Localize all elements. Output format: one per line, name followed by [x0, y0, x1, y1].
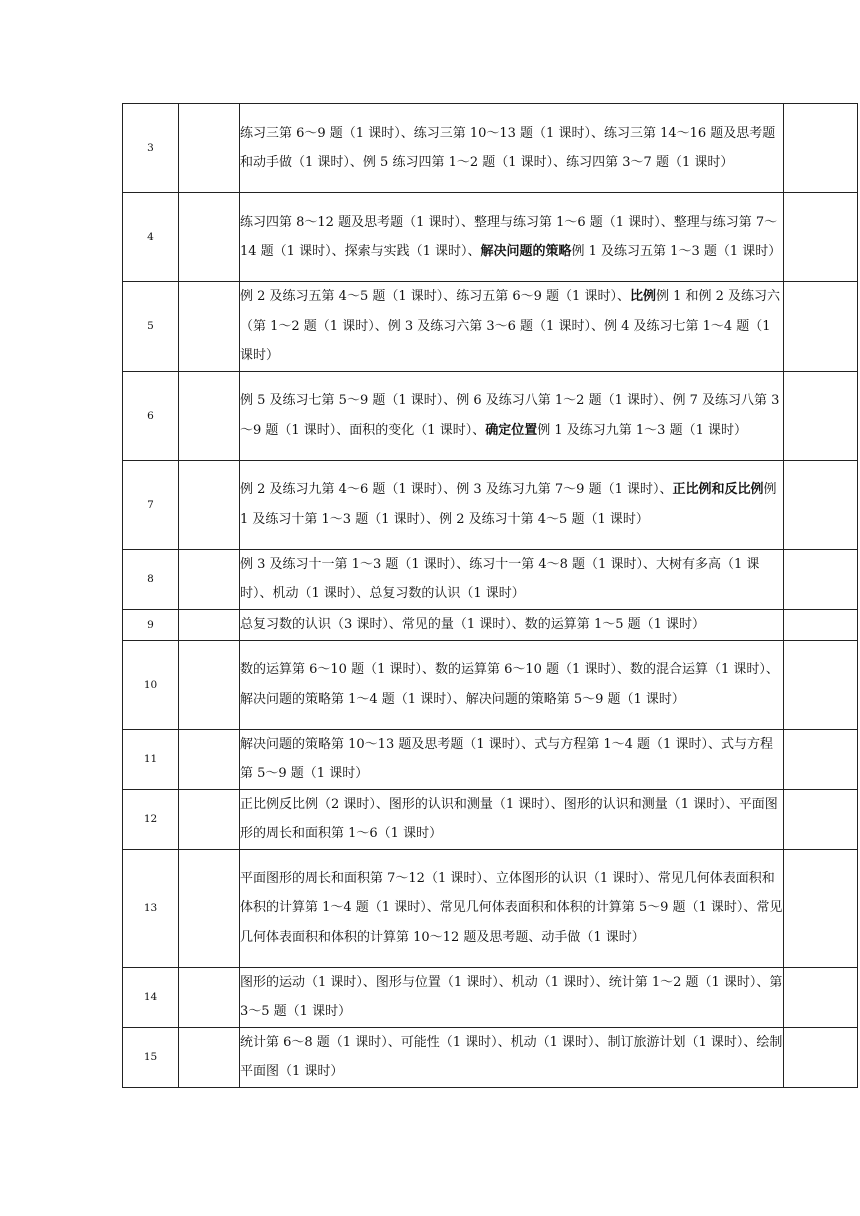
- unit-title: 确定位置: [485, 422, 538, 438]
- table-row: [123, 967, 858, 1027]
- remarks-cell: [784, 371, 858, 460]
- blank-cell: [179, 371, 240, 460]
- lesson-content: [240, 640, 784, 729]
- blank-cell: [179, 104, 240, 193]
- week-number: 12: [123, 789, 179, 849]
- lesson-text: 例 3 及练习十一第 1～3 题（1 课时）、练习十一第 4～8 题（1 课时）、大树有多高（1 课时）、机动（1 课时）、总复习数的认识（1 课时）: [240, 556, 760, 601]
- blank-cell: [179, 549, 240, 609]
- blank-cell: [179, 460, 240, 549]
- table-row: [123, 282, 858, 372]
- remarks-cell: [784, 104, 858, 193]
- week-number: 4: [123, 193, 179, 282]
- week-number: 10: [123, 640, 179, 729]
- lesson-content: [240, 849, 784, 967]
- teaching-schedule-table: [122, 103, 858, 1088]
- blank-cell: [179, 609, 240, 640]
- lesson-content: [240, 1027, 784, 1087]
- lesson-content: [240, 967, 787, 1027]
- lesson-text: 总复习数的认识（3 课时）、常见的量（1 课时）、数的运算第 1～5 题（1 课时）: [240, 616, 706, 632]
- lesson-text: 平面图形的周长和面积第 7～12（1 课时）、立体图形的认识（1 课时）、常见几何体表面积和体积的计算第 1～4 题（1 课时）、常见几何体表面积和体积的计算第 5～9 题（1 课时）、常见几何体表面积和体积的计算第 10～12 题及思考题、动手做（1 课时）: [240, 870, 783, 945]
- table-row: [123, 789, 858, 849]
- lesson-text: 例 1 和例 2 及练习六（第 1～2 题（1 课时）、例 3 及练习六第 3～6 题（1 课时）、例 4 及练习七第 1～4 题（1 课时）: [240, 289, 781, 363]
- lesson-text: 正比例反比例（2 课时）、图形的认识和测量（1 课时）、图形的认识和测量（1 课时）、平面图形的周长和面积第 1～6（1 课时）: [240, 796, 778, 841]
- blank-cell: [179, 282, 240, 372]
- table-row: [123, 640, 858, 729]
- lesson-content: [240, 549, 784, 609]
- remarks-cell: [784, 789, 858, 849]
- lesson-text: 练习三第 6～9 题（1 课时）、练习三第 10～13 题（1 课时）、练习三第 14～16 题及思考题和动手做（1 课时）、例 5 练习四第 1～2 题（1 课时）、练习四第 3～7 题（1 课时）: [240, 125, 776, 170]
- lesson-text: 练习四第 8～12 题及思考题（1 课时）、整理与练习第 1～6 题（1 课时）、整理与练习第 7～14 题（1 课时）、探索与实践（1 课时）、: [240, 214, 778, 259]
- lesson-text: 数的运算第 6～10 题（1 课时）、数的运算第 6～10 题（1 课时）、数的混合运算（1 课时）、解决问题的策略第 1～4 题（1 课时）、解决问题的策略第 5～9 题（1 课时）: [240, 662, 779, 707]
- lesson-content: [240, 104, 784, 193]
- lesson-text: 解决问题的策略第 10～13 题及思考题（1 课时）、式与方程第 1～4 题（1 课时）、式与方程第 5～9 题（1 课时）: [240, 736, 773, 781]
- schedule-body: [123, 104, 858, 1088]
- week-number: 3: [123, 104, 179, 193]
- lesson-text: 例 2 及练习九第 4～6 题（1 课时）、例 3 及练习九第 7～9 题（1 课时）、: [240, 482, 673, 497]
- unit-title: 解决问题的策略: [480, 244, 572, 259]
- blank-cell: [179, 1027, 240, 1087]
- lesson-content: [240, 729, 784, 789]
- unit-title: 比例: [629, 289, 656, 304]
- remarks-cell: [784, 193, 858, 282]
- remarks-cell: [784, 1027, 858, 1087]
- week-number: 7: [123, 460, 179, 549]
- unit-title: 正比例和反比例: [672, 482, 764, 497]
- week-number: 8: [123, 549, 179, 609]
- remarks-cell: [784, 729, 858, 789]
- remarks-cell: [784, 849, 858, 967]
- table-row: [123, 549, 858, 609]
- blank-cell: [179, 729, 240, 789]
- week-number: 5: [123, 282, 179, 372]
- lesson-text: 例 2 及练习五第 4～5 题（1 课时）、练习五第 6～9 题（1 课时）、: [240, 289, 630, 304]
- lesson-content: [240, 789, 784, 849]
- blank-cell: [179, 640, 240, 729]
- lesson-content: [240, 371, 784, 460]
- table-row: [123, 104, 858, 193]
- week-number: 11: [123, 729, 179, 789]
- lesson-content: [240, 282, 784, 372]
- remarks-cell: [784, 640, 858, 729]
- blank-cell: [179, 849, 240, 967]
- table-row: [123, 371, 858, 460]
- lesson-content: [240, 609, 784, 640]
- lesson-content: [240, 193, 784, 282]
- remarks-cell: [784, 549, 858, 609]
- remarks-cell: [784, 967, 858, 1027]
- lesson-text: 图形的运动（1 课时）、图形与位置（1 课时）、机动（1 课时）、统计第 1～2 题（1 课时）、第 3～5 题（1 课时）: [240, 974, 787, 1019]
- remarks-cell: [784, 460, 858, 549]
- lesson-text: 例 5 及练习七第 5～9 题（1 课时）、例 6 及练习八第 1～2 题（1 课时）、例 7 及练习八第 3～9 题（1 课时）、面积的变化（1 课时）、: [240, 393, 780, 438]
- table-row: [123, 849, 858, 967]
- table-row: [123, 1027, 858, 1087]
- blank-cell: [179, 789, 240, 849]
- week-number: 9: [123, 609, 179, 640]
- lesson-content: [240, 460, 784, 549]
- lesson-text: 例 1 及练习五第 1～3 题（1 课时）: [571, 244, 782, 259]
- lesson-text: 统计第 6～8 题（1 课时）、可能性（1 课时）、机动（1 课时）、制订旅游计划（1 课时）、绘制平面图（1 课时）: [240, 1034, 783, 1079]
- lesson-text: 例 1 及练习十第 1～3 题（1 课时）、例 2 及练习十第 4～5 题（1 课时）: [240, 482, 781, 527]
- week-number: 14: [123, 967, 179, 1027]
- remarks-cell: [784, 282, 858, 372]
- blank-cell: [179, 193, 240, 282]
- week-number: 6: [123, 371, 179, 460]
- remarks-cell: [784, 609, 858, 640]
- lesson-text: 例 1 及练习九第 1～3 题（1 课时）: [537, 422, 747, 438]
- blank-cell: [179, 967, 240, 1027]
- table-row: [123, 460, 858, 549]
- table-row: [123, 729, 858, 789]
- table-row: [123, 609, 858, 640]
- table-row: [123, 193, 858, 282]
- week-number: 13: [123, 849, 179, 967]
- week-number: 15: [123, 1027, 179, 1087]
